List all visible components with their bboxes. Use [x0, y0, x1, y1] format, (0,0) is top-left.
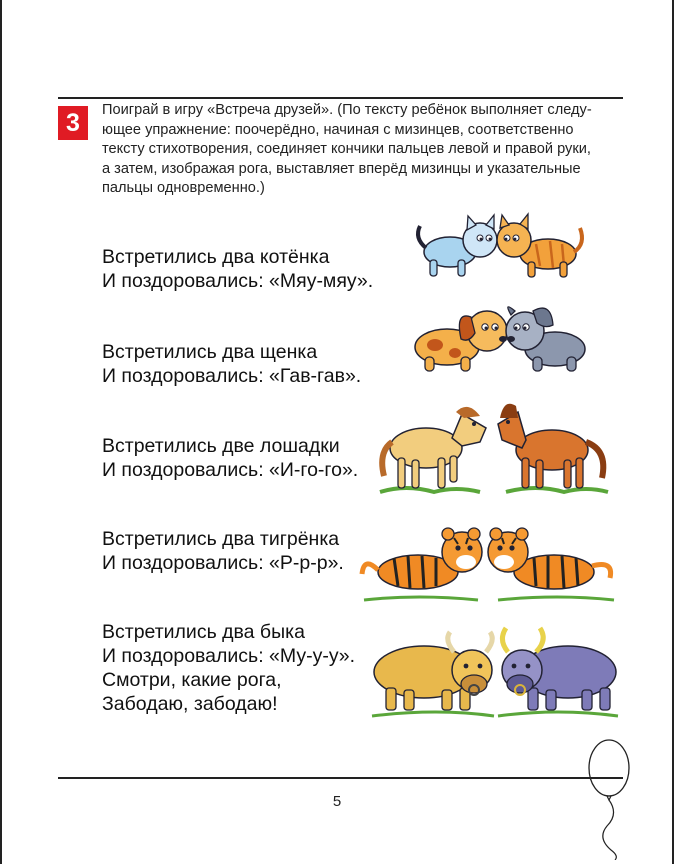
yellow-bull-icon — [374, 632, 492, 710]
instruction-line: ющее упражнение: поочерёдно, начиная с мизинцев, соответственно — [102, 121, 574, 138]
orange-kitten-icon — [497, 214, 582, 277]
cream-horse-icon — [382, 407, 486, 488]
page-number: 5 — [332, 793, 342, 810]
stanza-line: Встретились два тигрёнка — [102, 528, 340, 550]
stanza-line: Встретились два щенка — [102, 341, 318, 363]
gray-puppy-icon — [506, 307, 585, 371]
stanza-line: И поздоровались: «Гав-гав». — [102, 365, 362, 387]
stanza-bulls — [102, 620, 355, 716]
stanza-line: И поздоровались: «Р-р-р». — [102, 552, 344, 574]
exercise-instruction — [102, 101, 626, 199]
bottom-divider — [58, 777, 623, 779]
orange-puppy-icon — [415, 311, 507, 371]
stanza-line: И поздоровались: «Мяу-мяу». — [102, 270, 374, 292]
purple-bull-icon — [502, 628, 616, 710]
stanza-kittens — [102, 245, 373, 293]
stanza-tiger-cubs — [102, 527, 344, 575]
top-divider — [58, 97, 623, 99]
stanza-line: Встретились два котёнка — [102, 246, 330, 268]
horses-illustration — [376, 392, 612, 500]
blue-kitten-icon — [418, 215, 497, 276]
page-border-left — [0, 0, 2, 864]
puppies-illustration — [405, 295, 595, 379]
balloon-icon — [585, 738, 645, 860]
bulls-illustration — [368, 618, 624, 722]
stanza-line: Встретились два быка — [102, 621, 305, 643]
exercise-number-badge: 3 — [58, 106, 88, 140]
stanza-puppies — [102, 340, 361, 388]
stanza-line: Встретились две лошадки — [102, 435, 340, 457]
kittens-illustration — [410, 208, 590, 282]
tiger-cubs-illustration — [358, 516, 620, 606]
stanza-line: И поздоровались: «Му-у-у». — [102, 645, 356, 667]
left-tiger-cub-icon — [362, 528, 482, 589]
stanza-line: И поздоровались: «И-го-го». — [102, 459, 359, 481]
instruction-line: тексту стихотворения, соединяет кончики пальцев левой и правой руки, — [102, 141, 591, 158]
stanza-horses — [102, 434, 358, 482]
instruction-line: пальцы одновременно.) — [102, 180, 265, 197]
brown-horse-icon — [498, 404, 603, 488]
right-tiger-cub-icon — [488, 528, 611, 589]
instruction-line: а затем, изображая рога, выставляет вперёд мизинцы и указательные — [102, 160, 581, 177]
stanza-line: Смотри, какие рога, — [102, 669, 282, 691]
stanza-line: Забодаю, забодаю! — [102, 693, 278, 715]
instruction-line: Поиграй в игру «Встреча друзей». (По тексту ребёнок выполняет следу- — [102, 102, 592, 118]
